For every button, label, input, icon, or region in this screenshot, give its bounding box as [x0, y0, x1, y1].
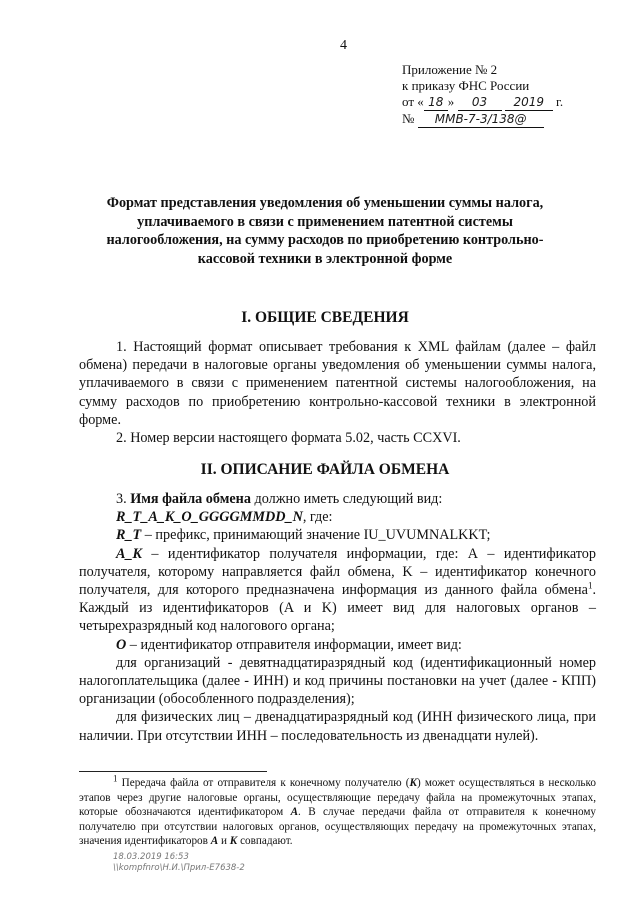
- paragraph-3-number: 3.: [116, 491, 127, 507]
- footnote-text-5: совпадают.: [237, 835, 293, 848]
- date-prefix: от «: [402, 94, 424, 109]
- date-suffix: г.: [556, 94, 564, 109]
- print-stamp: [113, 852, 245, 874]
- filename-pattern-line: [79, 508, 596, 526]
- o-text: – идентификатор отправителя информации, имеет вид:: [129, 636, 462, 653]
- footnote-a-1: A: [290, 806, 299, 819]
- rt-text: – префикс, принимающий значение IU_UVUMNALKKT;: [144, 527, 491, 544]
- footnote-divider: [79, 771, 267, 772]
- o-code: O: [116, 636, 127, 653]
- section-2-body: [79, 490, 596, 745]
- ak-text-2: . Каждый из идентификаторов (A и K) имеет вид для налоговых органов – четырехразрядный код налогового органа;: [79, 582, 596, 635]
- date-month: 03: [458, 94, 502, 111]
- paragraph-2: 2. Номер версии настоящего формата 5.02, часть CCXVI.: [116, 430, 461, 447]
- ak-text-1: – идентификатор получателя информации, где: А – идентификатор получателя, которому направляется файл обмена, K – идентификатор конечного получателя, для которого предназначена информация из данного файла обмена: [79, 545, 596, 599]
- paragraph-3: [79, 490, 596, 508]
- filename-pattern: R_T_A_K_O_GGGGMMDD_N: [116, 509, 303, 526]
- appendix-line-1: Приложение № 2: [402, 62, 498, 77]
- individual-definition: для физических лиц – двенадцатиразрядный код (ИНН физического лица, при наличии. При отсутствии ИНН – последовательность из двенадцати нулей).: [79, 709, 596, 744]
- stamp-line-2: \\kompfnro\Н.И.\Прил-E7638-2: [113, 863, 245, 873]
- o-definition: [79, 636, 596, 654]
- appendix-date: [402, 94, 563, 111]
- date-day: 18: [424, 94, 448, 111]
- footnote-k-2: K: [229, 835, 238, 848]
- paragraph-1: 1. Настоящий формат описывает требования к XML файлам (далее – файл обмена) передачи в налоговые органы уведомления об уменьшении суммы налога, уплачиваемого в связи с применением патентной системы налогообложения, на сумму расходов по приобретению контрольно-кассовой техники в электронной форме.: [79, 339, 596, 428]
- appendix-number: [402, 111, 563, 128]
- order-number: ММВ-7-3/138@: [418, 111, 544, 128]
- footnote-text-1: Передача файла от отправителя к конечному получателю (: [121, 777, 410, 789]
- date-year: 2019: [505, 94, 553, 111]
- filename-suffix: , где:: [302, 509, 333, 526]
- footnote-k-1: K: [409, 777, 417, 789]
- footnote: [79, 773, 596, 849]
- rt-definition: [79, 526, 596, 544]
- rt-code: R_T: [116, 527, 142, 544]
- organization-definition: для организаций - девятнадцатиразрядный код (идентификационный номер налогоплательщика (далее - ИНН) и код причины постановки на учет (далее - КПП) организации (обособленного подразделения);: [79, 654, 596, 708]
- paragraph-3-text: должно иметь следующий вид:: [254, 491, 443, 507]
- footnote-text-4: и: [218, 835, 230, 848]
- stamp-line-1: 18.03.2019 16:53: [113, 852, 189, 862]
- ak-code: A_K: [116, 545, 143, 562]
- section-2-heading: II. ОПИСАНИЕ ФАЙЛА ОБМЕНА: [200, 461, 450, 478]
- paragraph-3-bold: Имя файла обмена: [130, 491, 251, 507]
- ak-definition: [79, 545, 596, 636]
- appendix-block: [402, 62, 563, 128]
- footnote-text-3: . В случае передачи файла от отправителя к конечному получателю при отсутствии налоговых органов, осуществляющих передачу на промежуточных этапах, значения идентификаторов: [79, 806, 596, 848]
- footnote-mark: 1: [113, 773, 118, 784]
- section-1-heading: I. ОБЩИЕ СВЕДЕНИЯ: [241, 309, 409, 326]
- number-prefix: №: [402, 111, 415, 126]
- footnote-text-2: ) может осуществляться в несколько этапов через другие налоговые органы, осуществляющие передачу файла на промежуточных этапах, которые обозначаются идентификатором: [79, 777, 596, 819]
- date-mid: »: [447, 94, 455, 109]
- document-title: Формат представления уведомления об уменьшении суммы налога, уплачиваемого в связи с применением патентной системы налогообложения, на сумму расходов по приобретению контрольно-кассовой техники в электронной форме: [106, 195, 544, 267]
- footnote-a-2: A: [210, 835, 219, 848]
- footnote-reference: 1: [587, 580, 593, 591]
- page-number: 4: [340, 38, 347, 53]
- section-1-body: [79, 338, 596, 447]
- appendix-line-2: к приказу ФНС России: [402, 78, 530, 93]
